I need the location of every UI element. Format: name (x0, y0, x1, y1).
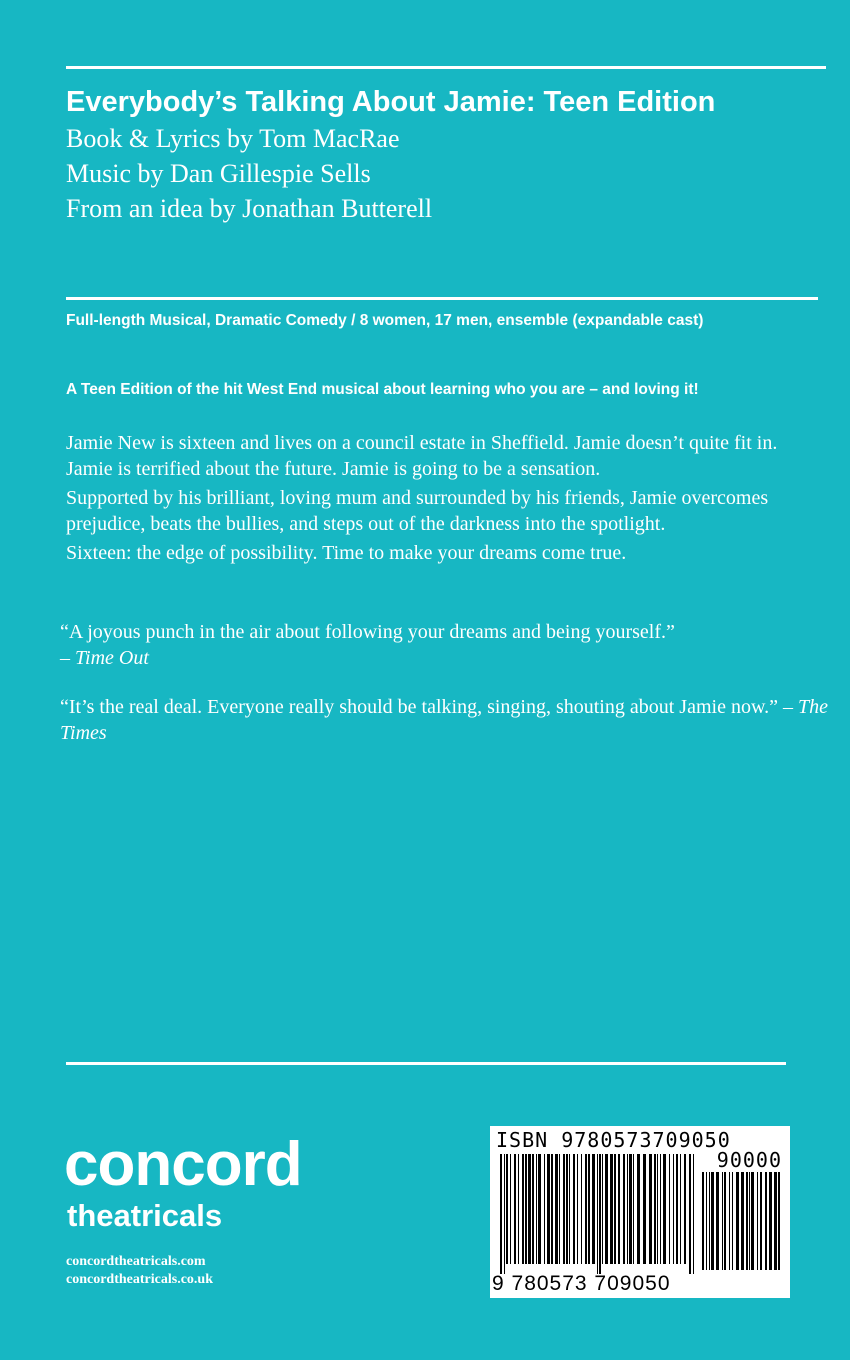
barcode-bar (538, 1154, 541, 1264)
isbn-barcode (490, 1126, 790, 1298)
barcode-bar (663, 1154, 666, 1264)
barcode-bar (528, 1154, 531, 1264)
barcode-bar (500, 1154, 502, 1274)
barcode-bar (760, 1172, 762, 1270)
barcode-bars (500, 1154, 696, 1274)
theatricals-logo: theatricals (67, 1198, 223, 1233)
review-quote-time-out (60, 619, 840, 671)
barcode-bar (680, 1154, 681, 1264)
isbn-label: ISBN 9780573709050 (496, 1128, 731, 1152)
credit-idea: From an idea by Jonathan Butterell (66, 194, 433, 223)
barcode-bar (778, 1172, 780, 1270)
footer-rule (66, 1062, 786, 1065)
barcode-bar (522, 1154, 524, 1264)
quote-source: The Times (60, 696, 828, 744)
barcode-bar (581, 1154, 582, 1264)
barcode-bar (643, 1154, 646, 1264)
barcode-bar (633, 1154, 634, 1264)
credit-book-lyrics: Book & Lyrics by Tom MacRae (66, 124, 400, 153)
barcode-bar (627, 1154, 628, 1264)
quote-text: “A joyous punch in the air about following your dreams and being yourself.” (60, 621, 675, 643)
top-rule (66, 66, 826, 69)
book-title: Everybody’s Talking About Jamie: Teen Edition (66, 86, 716, 118)
barcode-bar (518, 1154, 519, 1264)
quote-dash: – (777, 696, 798, 718)
barcode-bar (706, 1172, 707, 1270)
barcode-bar (577, 1154, 578, 1264)
barcode-bar (693, 1154, 694, 1274)
barcode-bar (722, 1172, 723, 1270)
barcode-bar (732, 1172, 733, 1270)
barcode-bar (702, 1172, 704, 1270)
barcode-bar (559, 1154, 560, 1264)
barcode-bar (504, 1154, 505, 1274)
barcode-bar (525, 1154, 527, 1264)
barcode-bar (716, 1172, 719, 1270)
quote-text: “It’s the real deal. Everyone really should be talking, singing, shouting about Jamie now.” (60, 696, 778, 718)
barcode-bar (689, 1154, 691, 1274)
barcode-bar (599, 1154, 601, 1274)
barcode-bar (614, 1154, 616, 1264)
barcode-bar (673, 1154, 674, 1264)
barcode-bar (605, 1154, 608, 1264)
addon-barcode-bars (702, 1172, 782, 1270)
barcode-bar (588, 1154, 590, 1264)
synopsis-paragraph: Sixteen: the edge of possibility. Time to make your dreams come true. (66, 542, 627, 564)
barcode-bar (724, 1172, 726, 1270)
barcode-bar (751, 1172, 754, 1270)
barcode-bar (536, 1154, 537, 1264)
barcode-bar (514, 1154, 516, 1264)
barcode-bar (769, 1172, 772, 1270)
publisher-url-uk: concordtheatricals.co.uk (66, 1272, 213, 1287)
genre-cast-line: Full-length Musical, Dramatic Comedy / 8 women, 17 men, ensemble (expandable cast) (66, 312, 704, 329)
barcode-bar (746, 1172, 748, 1270)
section-rule (66, 297, 818, 300)
synopsis-paragraph: Jamie New is sixteen and lives on a council estate in Sheffield. Jamie doesn’t quite fit in. Jamie is terrified about the future. Jamie is going to be a sensation. (66, 432, 778, 480)
credit-music: Music by Dan Gillespie Sells (66, 159, 371, 188)
synopsis-paragraph: Supported by his brilliant, loving mum and surrounded by his friends, Jamie overcomes prejudice, beats the bullies, and steps out of the darkness into the spotlight. (66, 487, 769, 535)
barcode-bar (736, 1172, 739, 1270)
publisher-url-com[interactable]: concordtheatricals.com (66, 1254, 206, 1269)
barcode-bar (741, 1172, 744, 1270)
barcode-bar (649, 1154, 652, 1264)
review-quote-the-times (60, 694, 840, 746)
barcode-bar (555, 1154, 558, 1264)
barcode-bar (684, 1154, 686, 1264)
barcode-bar (566, 1154, 568, 1264)
tagline: A Teen Edition of the hit West End musical about learning who you are – and loving it! (66, 381, 699, 398)
barcode-bar (709, 1172, 710, 1270)
concord-logo: concord (64, 1130, 302, 1199)
synopsis (66, 431, 826, 571)
barcode-bar (544, 1154, 545, 1264)
barcode-bar (711, 1172, 714, 1270)
barcode-bar (532, 1154, 534, 1264)
barcode-bar (592, 1154, 595, 1264)
barcode-bar (669, 1154, 670, 1264)
barcode-bar (573, 1154, 575, 1264)
barcode-bar (547, 1154, 550, 1264)
barcode-bar (623, 1154, 625, 1264)
price-code: 90000 (716, 1148, 782, 1172)
barcode-bar (563, 1154, 565, 1264)
barcode-bar (506, 1154, 508, 1264)
barcode-bar (774, 1172, 777, 1270)
barcode-bar (765, 1172, 767, 1270)
quote-dash: – (60, 647, 75, 669)
barcode-bar (602, 1154, 603, 1264)
barcode-bar (637, 1154, 640, 1264)
barcode-bar (585, 1154, 587, 1264)
barcode-bar (610, 1154, 613, 1264)
barcode-bar (629, 1154, 632, 1264)
ean-digits: 9 780573 709050 (492, 1272, 671, 1295)
barcode-bar (757, 1172, 758, 1270)
barcode-bar (551, 1154, 553, 1264)
barcode-bar (729, 1172, 730, 1270)
barcode-bar (657, 1154, 658, 1264)
barcode-bar (749, 1172, 750, 1270)
barcode-bar (618, 1154, 620, 1264)
quote-source: Time Out (75, 647, 149, 669)
barcode-bar (569, 1154, 570, 1264)
barcode-bar (676, 1154, 678, 1264)
barcode-bar (510, 1154, 511, 1264)
barcode-bar (597, 1154, 598, 1274)
barcode-bar (654, 1154, 656, 1264)
barcode-bar (660, 1154, 661, 1264)
